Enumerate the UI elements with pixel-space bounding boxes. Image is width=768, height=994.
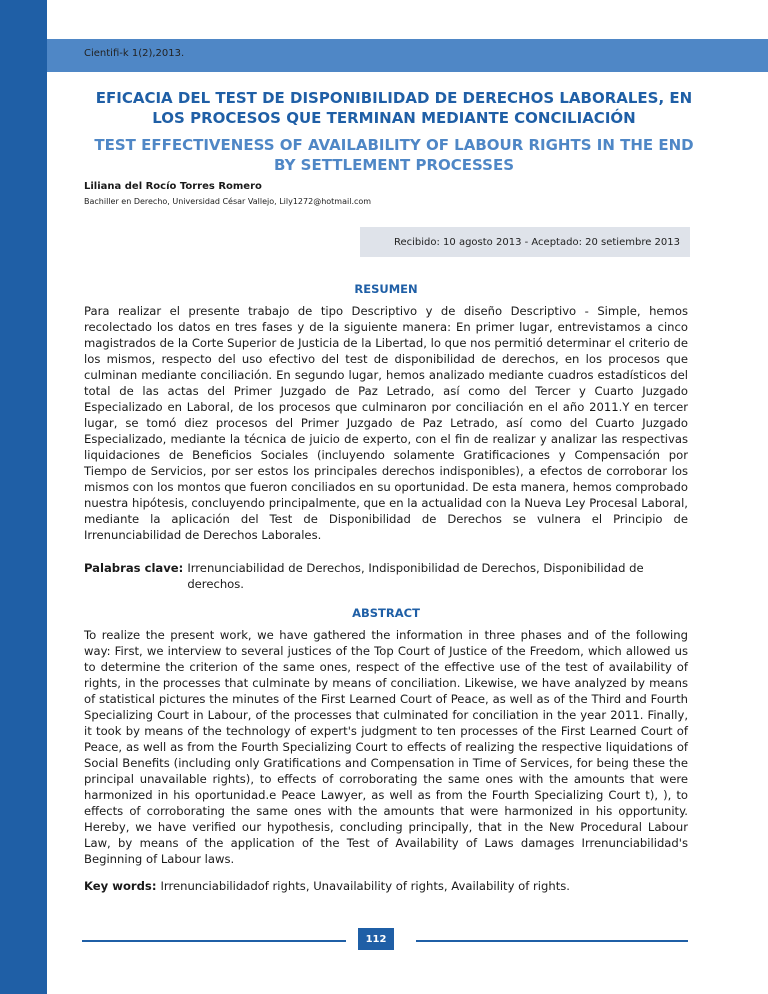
resumen-text: Para realizar el presente trabajo de tipo Descriptivo y de diseño Descriptivo - Simple, hemos recolectado los datos en tres fases y de la siguiente manera: En primer lugar, entrevistamos a cinco magistrados de la Corte Superior de Justicia de la Libertad, lo que nos permitió determinar el criterio de los mismos, respecto del uso efectivo del test de disponibilidad de derechos, en los procesos que culminan mediante conciliación. En segundo lugar, hemos analizado mediante cuadros estadísticos del total de las actas del Primer Juzgado de Paz Letrado, así como del Tercer y Cuarto Juzgado Especializado en Laboral, de los procesos que culminaron por conciliación en el año 2011.Y en tercer lugar, se tomó diez procesos del Primer Juzgado de Paz Letrado, así como del Cuarto Juzgado Especializado, mediante la técnica de juicio de experto, con el fin de realizar y analizar las respectivas liquidaciones de Beneficios Sociales (incluyendo solamente Gratificaciones y Compensación por Tiempo de Servicios, por ser estos los principales derechos indisponibles), a efectos de corroborar los mismos con los montos que fueron conciliados en su oportunidad. De esta manera, hemos comprobado nuestra hipótesis, concluyendo principalmente, que en la actualidad con la Nueva Ley Procesal Laboral, mediante la aplicación del Test de Disponibilidad de Derechos se vulnera el Principio de Irrenunciabilidad de Derechos Laborales. [84,304,688,542]
key-words [84,878,688,894]
dates-text: Recibido: 10 agosto 2013 - Aceptado: 20 setiembre 2013 [393,236,680,248]
page-number: 112 [358,928,394,950]
key-words-label: Key words: [84,879,157,893]
palabras-clave [84,560,688,592]
palabras-clave-label: Palabras clave: [84,561,184,575]
footer-rule-left [82,940,346,942]
article-title-spanish: EFICACIA DEL TEST DE DISPONIBILIDAD DE DERECHOS LABORALES, EN LOS PROCESOS QUE TERMINAN MEDIANTE CONCILIACIÓN [95,89,693,127]
author-name: Liliana del Rocío Torres Romero [84,181,262,192]
palabras-clave-text: Irrenunciabilidad de Derechos, Indisponibilidad de Derechos, Disponibilidad de derechos. [187,561,644,591]
article-title-english: TEST EFFECTIVENESS OF AVAILABILITY OF LABOUR RIGHTS IN THE END BY SETTLEMENT PROCESSES [94,136,694,174]
key-words-text: Irrenunciabilidadof rights, Unavailability of rights, Availability of rights. [160,879,570,893]
received-accepted-dates [360,227,690,257]
abstract-heading: ABSTRACT [352,606,420,620]
author-affiliation: Bachiller en Derecho, Universidad César Vallejo, Lily1272@hotmail.com [84,197,372,206]
left-margin-bar [0,0,47,994]
footer-rule-right [416,940,688,942]
abstract-text: To realize the present work, we have gathered the information in three phases and of the following way: First, we interview to several justices of the Top Court of Justice of the Freedom, which allowed us to determine the criterion of the same ones, respect of the effective use of the test of availability of rights, in the processes that culminate by means of conciliation. Likewise, we have analyzed by means of statistical pictures the minutes of the First Learned Court of Peace, as well as of the Third and Fourth Specializing Court in Labour, of the processes that culminated for conciliation in the year 2011. Finally, it took by means of the technology of expert's judgment to ten processes of the First Learned Court of Peace, as well as from the Fourth Specializing Court to effects of realizing the respective liquidations of Social Benefits (including only Gratifications and Compensation in Time of Services, for being these the principal unavailable rights), to effects of corroborating the same ones with the amounts that were harmonized in his oportunidad.e Peace Lawyer, as well as from the Fourth Specializing Court t), ), to effects of corroborating the same ones with the amounts that were harmonized in his opportunity. Hereby, we have verified our hypothesis, concluding principally, that in the New Procedural Labour Law, by means of the application of the Test of Availability of Laws damages Irrenunciabilidad's Beginning of Labour laws. [84,628,688,866]
journal-reference: Cientifi-k 1(2),2013. [84,48,185,59]
resumen-heading: RESUMEN [354,282,418,296]
